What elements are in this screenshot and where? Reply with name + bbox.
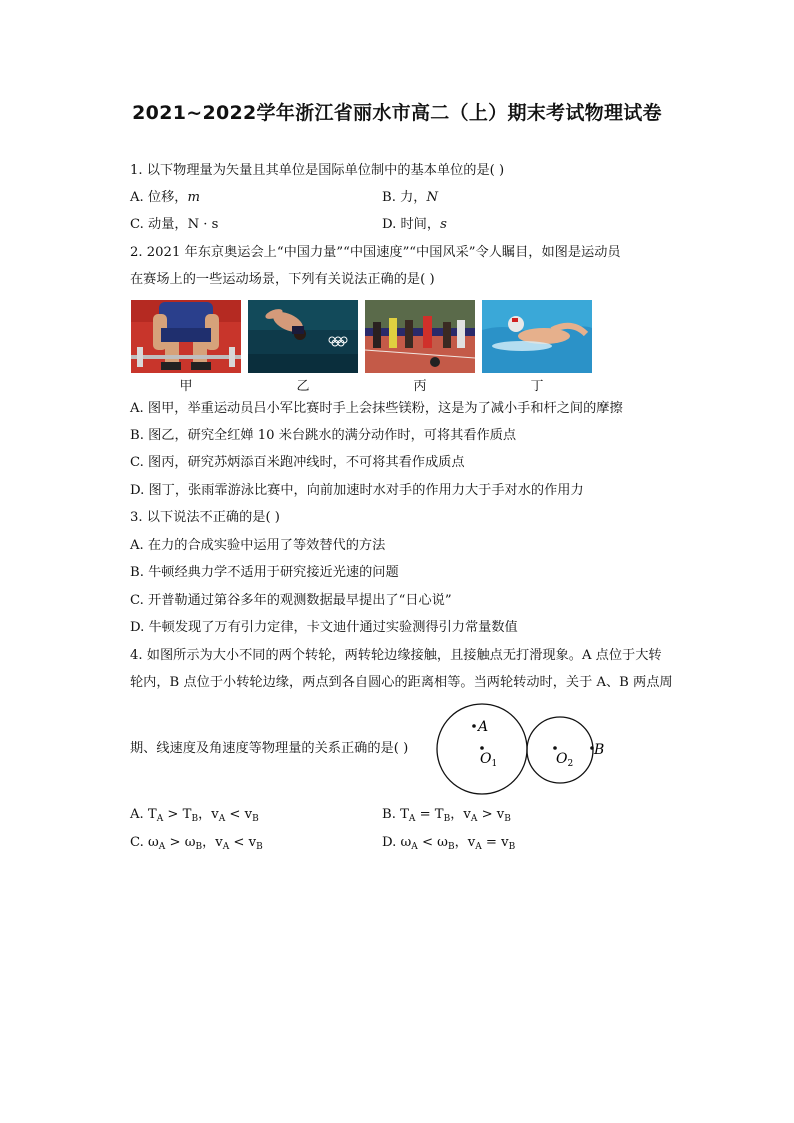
q4-stem-line3: 期、线速度及角速度等物理量的关系正确的是( ) bbox=[130, 741, 409, 756]
q1-stem: 1. 以下物理量为矢量且其单位是国际单位制中的基本单位的是( ) bbox=[130, 163, 505, 178]
q2-option-a: A. 图甲，举重运动员吕小军比赛时手上会抹些镁粉，这是为了减小手和杆之间的摩擦 bbox=[130, 401, 623, 416]
point-a bbox=[472, 724, 476, 728]
q2-stem-line1: 2. 2021 年东京奥运会上“中国力量”“中国速度”“中国风采”令人瞩目，如图是运动员 bbox=[130, 245, 621, 260]
caption-jia: 甲 bbox=[179, 379, 193, 394]
q3-option-a: A. 在力的合成实验中运用了等效替代的方法 bbox=[130, 538, 386, 553]
label-o2: $O_2$ bbox=[556, 751, 574, 769]
q4-option-c: C. $\omega_A > \omega_B$，$v_A < v_B$ bbox=[130, 835, 263, 852]
q4-stem-line2: 轮内，B 点位于小转轮边缘，两点到各自圆心的距离相等。当两轮转动时，关于 A、B 两点周 bbox=[130, 675, 673, 690]
caption-ding: 丁 bbox=[530, 379, 544, 394]
photo-swimming bbox=[482, 300, 592, 373]
q1-option-b: B. 力，N bbox=[382, 190, 438, 205]
photo-diving bbox=[248, 300, 358, 373]
q2-stem-line2: 在赛场上的一些运动场景，下列有关说法正确的是( ) bbox=[130, 272, 435, 287]
label-b: B bbox=[594, 742, 605, 758]
photo-weightlifting bbox=[131, 300, 241, 373]
q3-stem: 3. 以下说法不正确的是( ) bbox=[130, 510, 280, 525]
q4-option-a: A. $T_A > T_B$，$v_A < v_B$ bbox=[130, 807, 259, 824]
caption-bing: 丙 bbox=[413, 379, 427, 394]
q1-option-d: D. 时间，s bbox=[382, 217, 447, 232]
q1-option-c: C. 动量，N · s bbox=[130, 217, 219, 232]
exam-title: 2021~2022学年浙江省丽水市高二（上）期末考试物理试卷 bbox=[132, 102, 662, 124]
caption-yi: 乙 bbox=[296, 379, 310, 394]
photo-sprint bbox=[365, 300, 475, 373]
label-o1: $O_1$ bbox=[480, 751, 498, 769]
q3-option-c: C. 开普勒通过第谷多年的观测数据最早提出了“日心说” bbox=[130, 593, 452, 608]
q4-option-d: D. $\omega_A < \omega_B$，$v_A = v_B$ bbox=[382, 835, 516, 852]
q1-option-a: A. 位移，m bbox=[130, 190, 200, 205]
q3-option-b: B. 牛顿经典力学不适用于研究接近光速的问题 bbox=[130, 565, 399, 580]
label-a: A bbox=[478, 719, 489, 735]
q2-option-d: D. 图丁，张雨霏游泳比赛中，向前加速时水对手的作用力大于手对水的作用力 bbox=[130, 483, 584, 498]
center-o1 bbox=[480, 746, 484, 750]
q2-option-c: C. 图丙，研究苏炳添百米跑冲线时，不可将其看作成质点 bbox=[130, 455, 465, 470]
q4-option-b: B. $T_A = T_B$，$v_A > v_B$ bbox=[382, 807, 511, 824]
center-o2 bbox=[553, 746, 557, 750]
q4-stem-line1: 4. 如图所示为大小不同的两个转轮，两转轮边缘接触，且接触点无打滑现象。A 点位于大转 bbox=[130, 648, 662, 663]
wheels-diagram bbox=[430, 700, 610, 800]
q3-option-d: D. 牛顿发现了万有引力定律，卡文迪什通过实验测得引力常量数值 bbox=[130, 620, 518, 635]
q2-option-b: B. 图乙，研究全红婵 10 米台跳水的满分动作时，可将其看作质点 bbox=[130, 428, 517, 443]
small-wheel bbox=[527, 717, 593, 783]
